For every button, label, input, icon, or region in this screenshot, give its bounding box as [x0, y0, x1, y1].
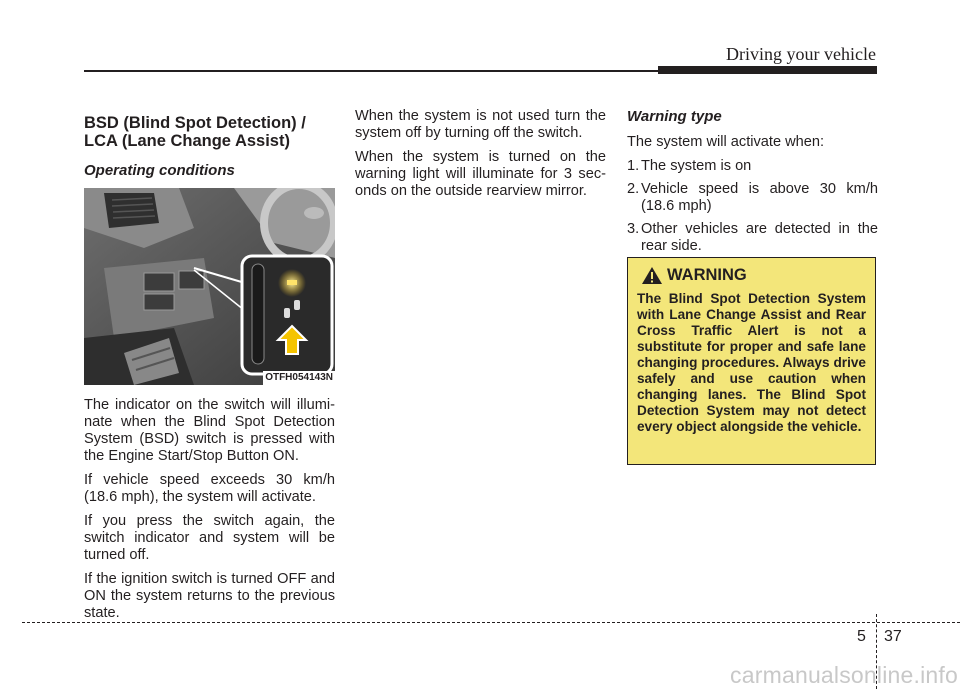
warning-header — [641, 266, 866, 285]
section-heading: BSD (Blind Spot Detection) / LCA (Lane Change Assist) — [84, 114, 306, 150]
dashboard-illustration — [84, 188, 335, 385]
list-text: The system is on — [641, 158, 752, 174]
middle-column — [355, 108, 606, 207]
paragraph: If you press the switch again, the switch indicator and system will be turned off. — [84, 513, 335, 563]
list-number: 3. — [627, 221, 640, 237]
list-number: 2. — [627, 181, 640, 197]
image-code-label: OTFH054143N — [265, 372, 333, 383]
warning-title: WARNING — [667, 266, 747, 284]
list-item — [627, 221, 878, 255]
conditions-intro: The system will activate when: — [627, 134, 825, 150]
bsd-switch-photo — [84, 188, 335, 385]
list-item — [627, 181, 878, 215]
list-item — [627, 158, 878, 175]
left-column — [84, 108, 335, 629]
paragraph: If vehicle speed exceeds 30 km/h (18.6 mph), the system will activate. — [84, 472, 335, 505]
subheading-warning-type: Warning type — [627, 108, 722, 125]
list-number: 1. — [627, 158, 640, 174]
page-number: 37 — [884, 628, 902, 645]
list-text: Vehicle speed is above 30 km/h (18.6 mph) — [641, 181, 878, 214]
paragraph: The indicator on the switch will illumi-nate when the Blind Spot Detection System (BSD) switch is pressed with the Engine Start/Stop Button ON. — [84, 397, 335, 464]
paragraph: When the system is turned on the warning light will illuminate for 3 sec-onds on the outside rearview mirror. — [355, 149, 606, 199]
watermark: carmanualsonline.info — [730, 662, 958, 688]
section-header-title: Driving your vehicle — [726, 44, 876, 64]
subheading-operating-conditions: Operating conditions — [84, 162, 235, 179]
header-rule-accent — [658, 66, 877, 74]
list-text: Other vehicles are detected in the rear side. — [641, 221, 878, 254]
warning-body: The Blind Spot Detection System with Lane Change Assist and Rear Cross Traffic Alert is not a substitute for proper and safe lane changing procedures. Always drive safely and use caution when changing lanes. The Blind Spot Detection System may not detect every object alongside the vehicle. — [637, 291, 866, 434]
conditions-list — [627, 158, 878, 255]
header-rule — [84, 70, 660, 72]
warning-box — [627, 257, 876, 465]
footer-rule — [22, 622, 960, 623]
warning-triangle-icon — [641, 266, 663, 285]
paragraph: When the system is not used turn the system off by turning off the switch. — [355, 108, 606, 141]
paragraph: If the ignition switch is turned OFF and ON the system returns to the previous state. — [84, 571, 335, 621]
chapter-number: 5 — [857, 628, 866, 645]
right-column — [627, 108, 878, 261]
